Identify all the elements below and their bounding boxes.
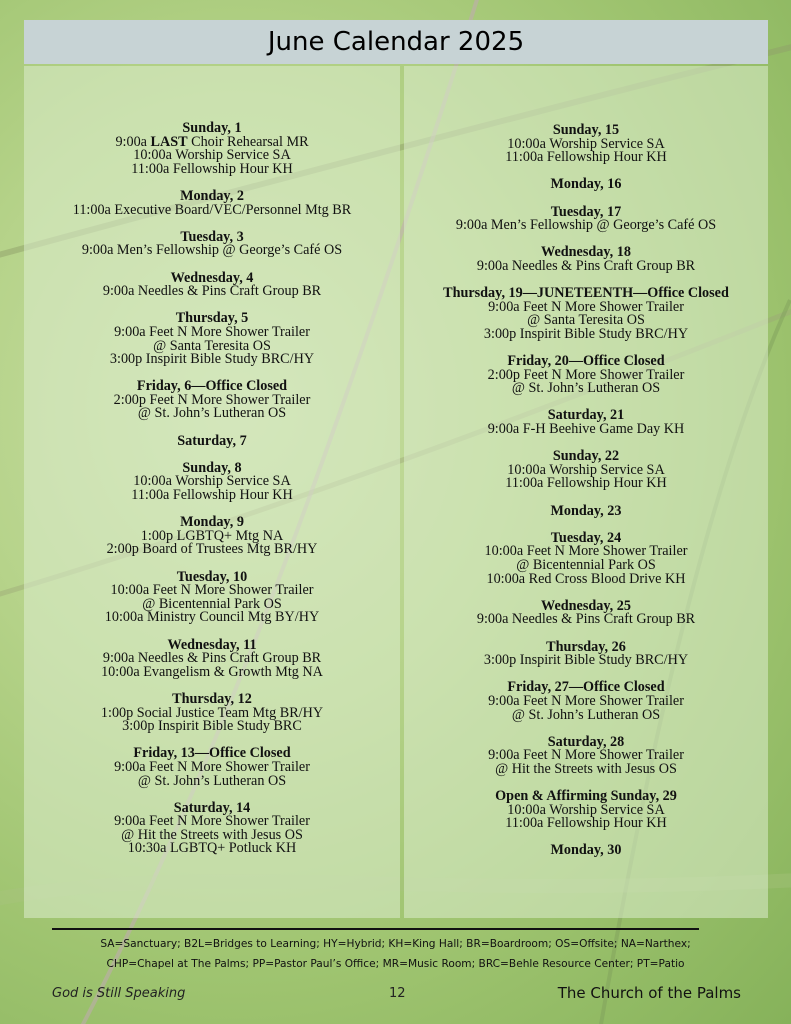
entry-event: 9:00a Feet N More Shower Trailer [488,298,684,315]
entry-day: Tuesday, 3 [180,228,244,245]
calendar-entry [24,122,400,176]
entry-event: 9:00a Men’s Fellowship @ George’s Café OS [455,217,717,234]
entry-event: @ St. John’s Lutheran OS [511,706,661,723]
entry-day: Open & Affirming Sunday, 29 [495,788,677,805]
calendar-entry [24,312,400,366]
calendar-entry [404,450,768,491]
entry-day: Wednesday, 4 [170,269,254,286]
entry-day: Tuesday, 17 [550,203,622,220]
entry-event: 11:00a Fellowship Hour KH [505,149,667,166]
entry-event: 9:00a Feet N More Shower Trailer [488,692,684,709]
entry-day: Wednesday, 18 [541,244,631,261]
calendar-entry [404,203,768,234]
calendar-entry [404,124,768,165]
entry-day: Monday, 23 [550,502,622,519]
footer-tagline: God is Still Speaking [52,986,186,1001]
entry-event: 9:00a Feet N More Shower Trailer [114,758,310,775]
entry-event: 3:00p Inspirit Bible Study BRC/HY [483,325,689,342]
calendar-entry [404,502,768,519]
entry-event: @ St. John’s Lutheran OS [137,405,287,422]
entry-event: @ Hit the Streets with Jesus OS [121,826,303,843]
entry-event: @ Bicentennial Park OS [142,595,282,612]
entry-event: 9:00a Feet N More Shower Trailer [488,747,684,764]
calendar-entry [404,844,768,858]
entry-day: Monday, 2 [180,187,244,204]
event-text-segment: Choir Rehearsal MR [187,133,309,150]
calendar-entry [24,568,400,626]
entry-event: @ Santa Teresita OS [527,312,645,329]
entry-event: 10:00a Feet N More Shower Trailer [484,543,688,560]
right-column [404,66,768,918]
entry-day: Wednesday, 25 [541,597,631,614]
entry-event: 9:00a Feet N More Shower Trailer [114,813,310,830]
calendar-entry [404,529,768,587]
entry-day: Tuesday, 10 [176,568,248,585]
entry-event: 10:00a Worship Service SA [133,473,291,490]
calendar-entry [404,246,768,273]
entry-day: Thursday, 19—JUNETEENTH—Office Closed [443,285,729,302]
calendar-entry [404,733,768,777]
entry-day: Saturday, 21 [547,407,625,424]
calendar-entry [404,681,768,722]
calendar-entry [404,178,768,192]
entry-event: 10:30a LGBTQ+ Potluck KH [127,840,297,857]
entry-event: @ St. John’s Lutheran OS [137,772,287,789]
entry-event: 9:00a Needles & Pins Craft Group BR [476,611,696,628]
entry-event: 9:00a Men’s Fellowship @ George’s Café OS [81,242,343,259]
calendar-entry [404,638,768,669]
entry-event: 10:00a Worship Service SA [507,135,665,152]
entry-event: 9:00a Needles & Pins Craft Group BR [102,283,322,300]
entry-day: Saturday, 14 [173,799,251,816]
page-title: June Calendar 2025 [267,27,525,57]
entry-event: 10:00a Worship Service SA [507,461,665,478]
calendar-entry [24,228,400,259]
entry-day: Friday, 20—Office Closed [507,353,665,370]
calendar-entry [24,459,400,504]
entry-day: Sunday, 8 [182,459,242,476]
entry-day: Sunday, 15 [552,122,620,138]
calendar-entry [24,269,400,300]
entry-day: Thursday, 12 [172,690,252,707]
calendar-entry [404,287,768,341]
entry-event: 2:00p Feet N More Shower Trailer [487,366,685,383]
entry-day: Sunday, 1 [182,120,242,136]
entry-event: 9:00a Needles & Pins Craft Group BR [102,650,322,667]
entry-event: 3:00p Inspirit Bible Study BRC/HY [109,351,315,368]
calendar-entry [24,799,400,857]
entry-day: Friday, 27—Office Closed [507,679,665,696]
calendar-entry [24,636,400,680]
entry-event: 2:00p Feet N More Shower Trailer [113,391,311,408]
legend-line-1: SA=Sanctuary; B2L=Bridges to Learning; HY=Hybrid; KH=King Hall; BR=Boardroom; OS=Offsite; NA=Narthex; [100,938,691,950]
calendar-entry [24,380,400,421]
right-entries [404,124,768,872]
entry-day: Thursday, 5 [175,310,249,327]
calendar-entry [24,432,400,449]
entry-event: @ Santa Teresita OS [153,337,271,354]
entry-event: 2:00p Board of Trustees Mtg BR/HY [106,541,318,558]
entry-event: 10:00a Red Cross Blood Drive KH [486,570,686,587]
entry-event: 11:00a Fellowship Hour KH [131,487,293,504]
entry-event: 10:00a Evangelism & Growth Mtg NA [101,663,323,680]
entry-day: Monday, 30 [550,842,622,859]
entry-event: 11:00a Fellowship Hour KH [131,160,293,177]
calendar-entry [404,790,768,831]
calendar-entry [24,187,400,218]
entry-event: 11:00a Fellowship Hour KH [505,815,667,832]
event-text-segment: LAST [150,133,188,150]
event-text-segment: 9:00a [115,133,151,150]
entry-event: 10:00a Feet N More Shower Trailer [110,582,314,599]
legend-divider [52,928,699,930]
entry-day: Thursday, 26 [546,638,626,655]
entry-event: 3:00p Inspirit Bible Study BRC/HY [483,652,689,669]
entry-event: @ St. John’s Lutheran OS [511,380,661,397]
entry-event: 3:00p Inspirit Bible Study BRC [122,718,302,735]
entry-day: Friday, 13—Office Closed [133,745,291,762]
calendar-entry [404,355,768,396]
entry-event: 9:00a F-H Beehive Game Day KH [487,421,685,438]
entry-event: 10:00a Worship Service SA [507,801,665,818]
entry-day: Friday, 6—Office Closed [136,378,288,395]
page-number: 12 [389,986,406,1001]
entry-event: 11:00a Fellowship Hour KH [505,475,667,492]
church-name: The Church of the Palms [557,984,741,1002]
title-banner [24,20,768,64]
entry-event: 11:00a Executive Board/VEC/Personnel Mtg BR [72,201,352,218]
calendar-entry [24,747,400,788]
entry-event: 9:00a Needles & Pins Craft Group BR [476,257,696,274]
entry-event: 10:00a Ministry Council Mtg BY/HY [104,609,320,626]
location-legend [30,934,761,974]
calendar-entry [24,690,400,735]
calendar-entry [24,516,400,557]
entry-event: 1:00p LGBTQ+ Mtg NA [140,527,284,544]
entry-event: 9:00a Feet N More Shower Trailer [114,323,310,340]
entry-day: Monday, 16 [550,176,622,193]
entry-event: 10:00a Worship Service SA [133,147,291,164]
left-column [24,66,400,918]
entry-day: Sunday, 22 [552,448,620,465]
entry-day: Saturday, 7 [177,432,247,449]
left-entries [24,122,400,870]
entry-event: 1:00p Social Justice Team Mtg BR/HY [100,704,324,721]
legend-line-2: CHP=Chapel at The Palms; PP=Pastor Paul’s Office; MR=Music Room; BRC=Behle Resource Center; PT=Patio [106,958,685,970]
entry-day: Wednesday, 11 [167,636,257,653]
calendar-entry [404,409,768,436]
calendar-entry [404,597,768,628]
entry-day: Monday, 9 [180,514,244,531]
entry-event: @ Bicentennial Park OS [516,557,656,573]
entry-day: Tuesday, 24 [550,529,622,546]
entry-event: @ Hit the Streets with Jesus OS [495,760,677,777]
entry-day: Saturday, 28 [547,733,625,750]
